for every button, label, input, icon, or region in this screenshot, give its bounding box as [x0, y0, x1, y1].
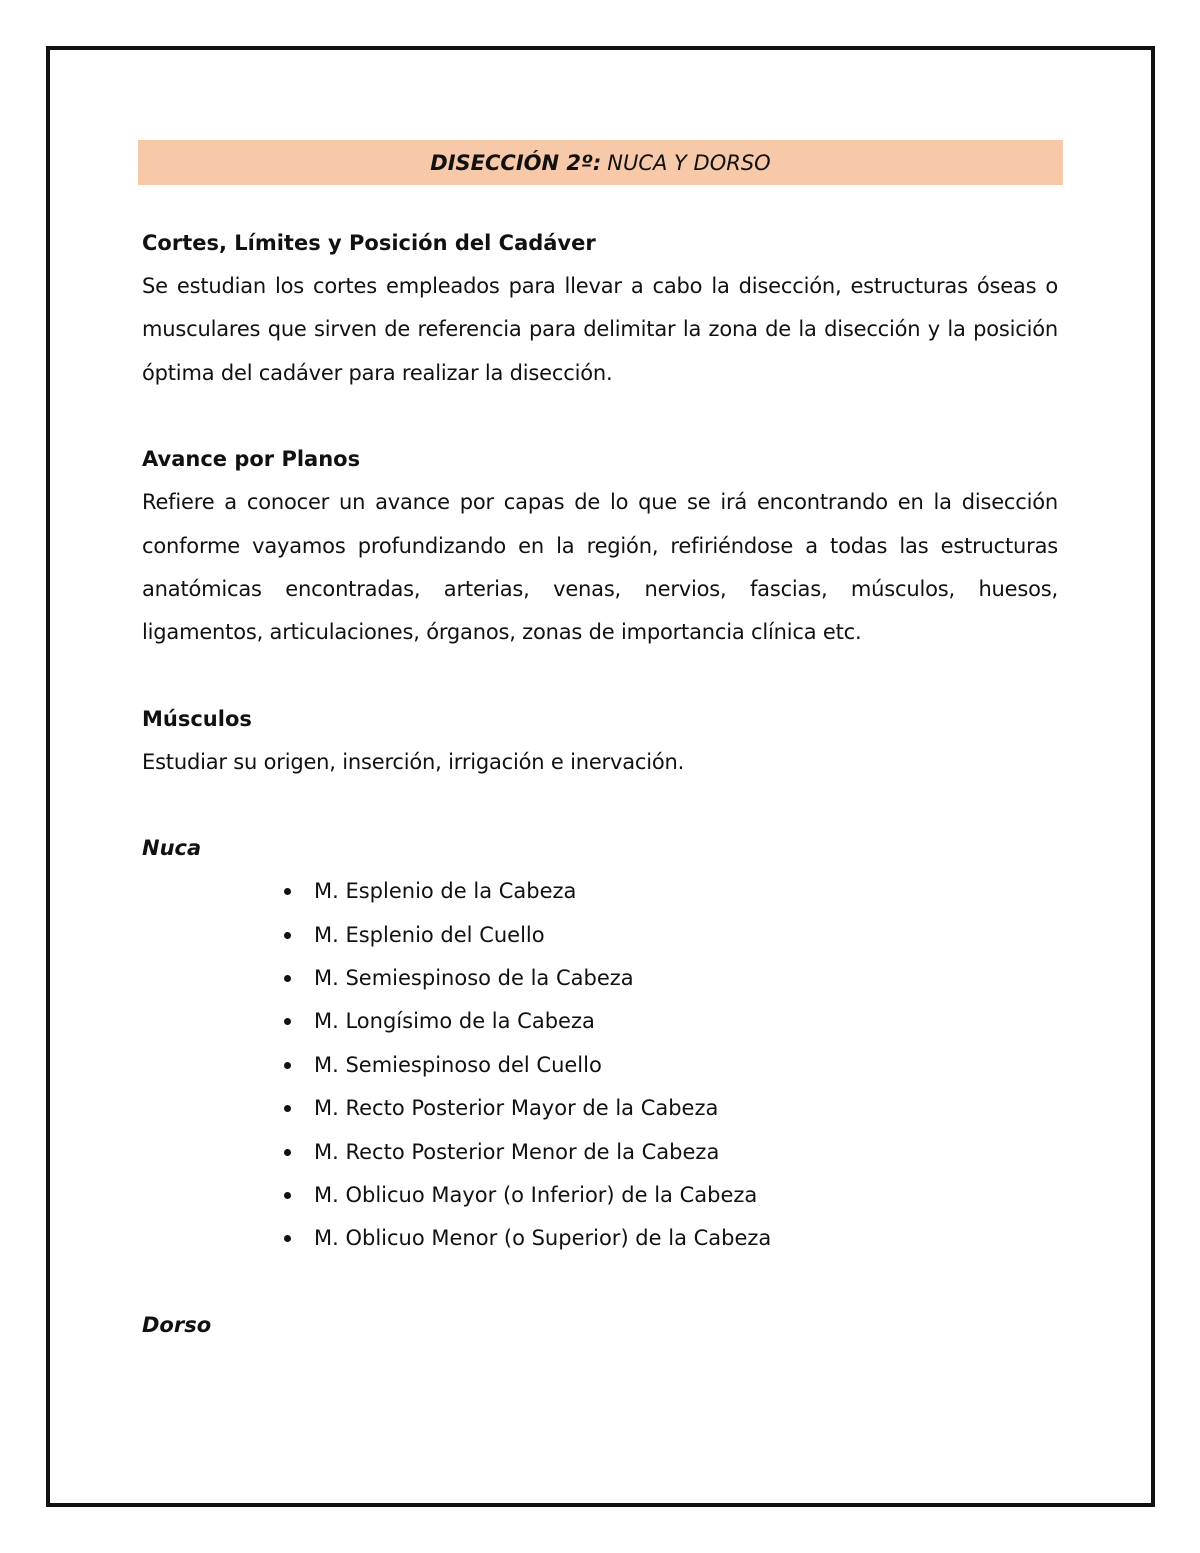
list-item [282, 914, 1058, 957]
section-musculos [142, 698, 1058, 784]
section-paragraph: Estudiar su origen, inserción, irrigación e inervación. [142, 749, 685, 774]
bullet-icon [284, 888, 291, 895]
bullet-icon [284, 975, 291, 982]
list-item-text: M. Recto Posterior Menor de la Cabeza [314, 1139, 720, 1164]
document-body [142, 222, 1058, 1390]
section-heading: Músculos [142, 706, 252, 731]
list-item [282, 1217, 1058, 1260]
list-item [282, 1044, 1058, 1087]
subsection-heading-nuca: Nuca [142, 836, 202, 861]
list-item [282, 1000, 1058, 1043]
title-bold-part: DISECCIÓN 2º: [430, 150, 602, 175]
document-title [138, 140, 1063, 185]
list-item [282, 1131, 1058, 1174]
list-item-text: M. Esplenio de la Cabeza [314, 879, 577, 904]
bullet-icon [284, 1105, 291, 1112]
bullet-icon [284, 932, 291, 939]
nuca-muscle-list [142, 870, 1058, 1261]
section-dorso [142, 1304, 1058, 1347]
list-item-text: M. Longísimo de la Cabeza [314, 1009, 595, 1034]
bullet-icon [284, 1235, 291, 1242]
bullet-icon [284, 1018, 291, 1025]
bullet-icon [284, 1062, 291, 1069]
section-nuca [142, 827, 1058, 1261]
subsection-heading-dorso: Dorso [142, 1312, 212, 1337]
list-item-text: M. Oblicuo Mayor (o Inferior) de la Cabeza [314, 1182, 758, 1207]
title-subject: NUCA Y DORSO [607, 150, 771, 175]
bullet-icon [284, 1192, 291, 1199]
list-item-text: M. Oblicuo Menor (o Superior) de la Cabeza [314, 1226, 772, 1251]
list-item-text: M. Semiespinoso del Cuello [314, 1052, 602, 1077]
list-item-text: M. Esplenio del Cuello [314, 922, 545, 947]
list-item [282, 957, 1058, 1000]
section-paragraph: Se estudian los cortes empleados para llevar a cabo la disección, estructuras óseas o musculares que sirven de referencia para delimitar la zona de la disección y la posición óptima del cadáver para realizar la disección. [142, 274, 1058, 385]
bullet-icon [284, 1149, 291, 1156]
list-item [282, 1087, 1058, 1130]
section-heading: Avance por Planos [142, 447, 361, 472]
section-avance [142, 438, 1058, 655]
list-item [282, 870, 1058, 913]
list-item [282, 1174, 1058, 1217]
list-item-text: M. Recto Posterior Mayor de la Cabeza [314, 1096, 719, 1121]
section-paragraph: Refiere a conocer un avance por capas de lo que se irá encontrando en la disección conforme vayamos profundizando en la región, refiriéndose a todas las estructuras anatómicas encontradas, arterias, venas, nervios, fascias, músculos, huesos, ligamentos, articulaciones, órganos, zonas de importancia clínica etc. [142, 490, 1058, 645]
section-cortes [142, 222, 1058, 395]
list-item-text: M. Semiespinoso de la Cabeza [314, 966, 634, 991]
section-heading: Cortes, Límites y Posición del Cadáver [142, 231, 596, 255]
